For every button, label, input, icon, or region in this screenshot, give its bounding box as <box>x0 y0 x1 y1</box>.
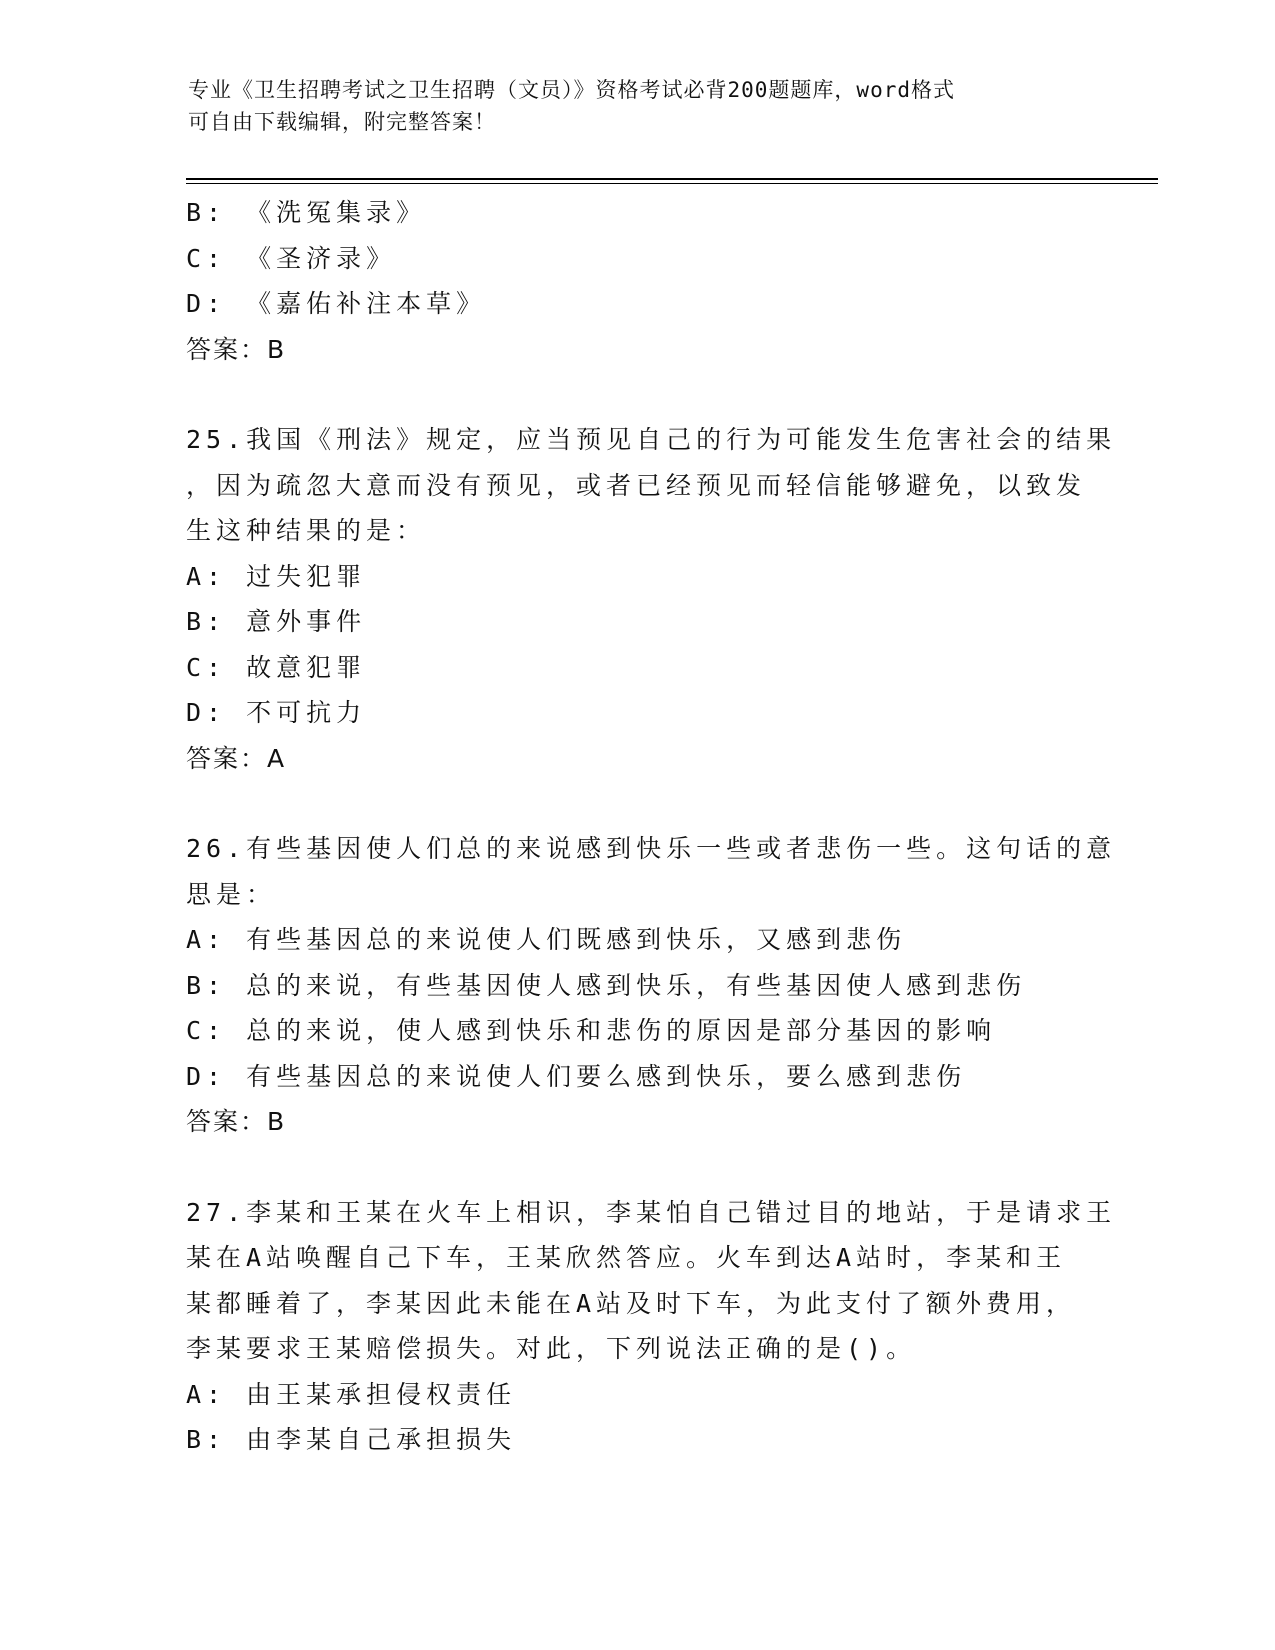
answer-text: 答案：A <box>186 743 287 773</box>
question-25 <box>186 417 1117 781</box>
option-c: C: 总的来说，使人感到快乐和悲伤的原因是部分基因的影响 <box>186 1016 997 1045</box>
question-26 <box>186 826 1117 1145</box>
question-stem-line: 25.我国《刑法》规定，应当预见自己的行为可能发生危害社会的结果 <box>186 425 1117 454</box>
option-d: D: 有些基因总的来说使人们要么感到快乐，要么感到悲伤 <box>186 1061 967 1091</box>
option-b: B: 《洗冤集录》 <box>186 198 427 227</box>
question-list <box>186 190 1117 1463</box>
option-a: A: 有些基因总的来说使人们既感到快乐，又感到悲伤 <box>186 925 907 954</box>
option-a: A: 过失犯罪 <box>186 561 367 591</box>
header-line-2: 可自由下载编辑，附完整答案！ <box>188 110 496 134</box>
header-rule-thick <box>186 178 1158 180</box>
question-stem-line: 某都睡着了，李某因此未能在A站及时下车，为此支付了额外费用， <box>186 1288 1077 1318</box>
question-stem-line: 生这种结果的是： <box>186 516 427 545</box>
question-stem-line: 26.有些基因使人们总的来说感到快乐一些或者悲伤一些。这句话的意 <box>186 834 1117 863</box>
spacer <box>186 781 1086 826</box>
answer-text: 答案：B <box>186 334 287 364</box>
answer-text: 答案：B <box>186 1107 287 1136</box>
option-b: B: 意外事件 <box>186 607 367 636</box>
option-d: D: 不可抗力 <box>186 698 367 727</box>
document-header <box>188 74 1068 138</box>
question-stem-line: 某在A站唤醒自己下车，王某欣然答应。火车到达A站时，李某和王 <box>186 1243 1067 1272</box>
option-c: C: 《圣济录》 <box>186 243 397 273</box>
option-c: C: 故意犯罪 <box>186 652 367 682</box>
spacer <box>186 1145 1086 1190</box>
option-a: A: 由王某承担侵权责任 <box>186 1379 517 1409</box>
question-stem-line: 李某要求王某赔偿损失。对此，下列说法正确的是()。 <box>186 1334 917 1363</box>
question-27 <box>186 1190 1117 1463</box>
header-line-1: 专业《卫生招聘考试之卫生招聘（文员）》资格考试必背200题题库，word格式 <box>188 78 955 102</box>
question-stem-line: ，因为疏忽大意而没有预见，或者已经预见而轻信能够避免，以致发 <box>186 470 1087 500</box>
question-stem-line: 思是： <box>186 879 277 909</box>
option-b: B: 由李某自己承担损失 <box>186 1425 517 1454</box>
question-stem-line: 27.李某和王某在火车上相识，李某怕自己错过目的地站，于是请求王 <box>186 1197 1117 1227</box>
question-24-tail <box>186 190 1086 372</box>
option-d: D: 《嘉佑补注本草》 <box>186 289 487 318</box>
spacer <box>186 372 1086 417</box>
option-b: B: 总的来说，有些基因使人感到快乐，有些基因使人感到悲伤 <box>186 970 1027 1000</box>
header-rule-thin <box>186 183 1158 184</box>
